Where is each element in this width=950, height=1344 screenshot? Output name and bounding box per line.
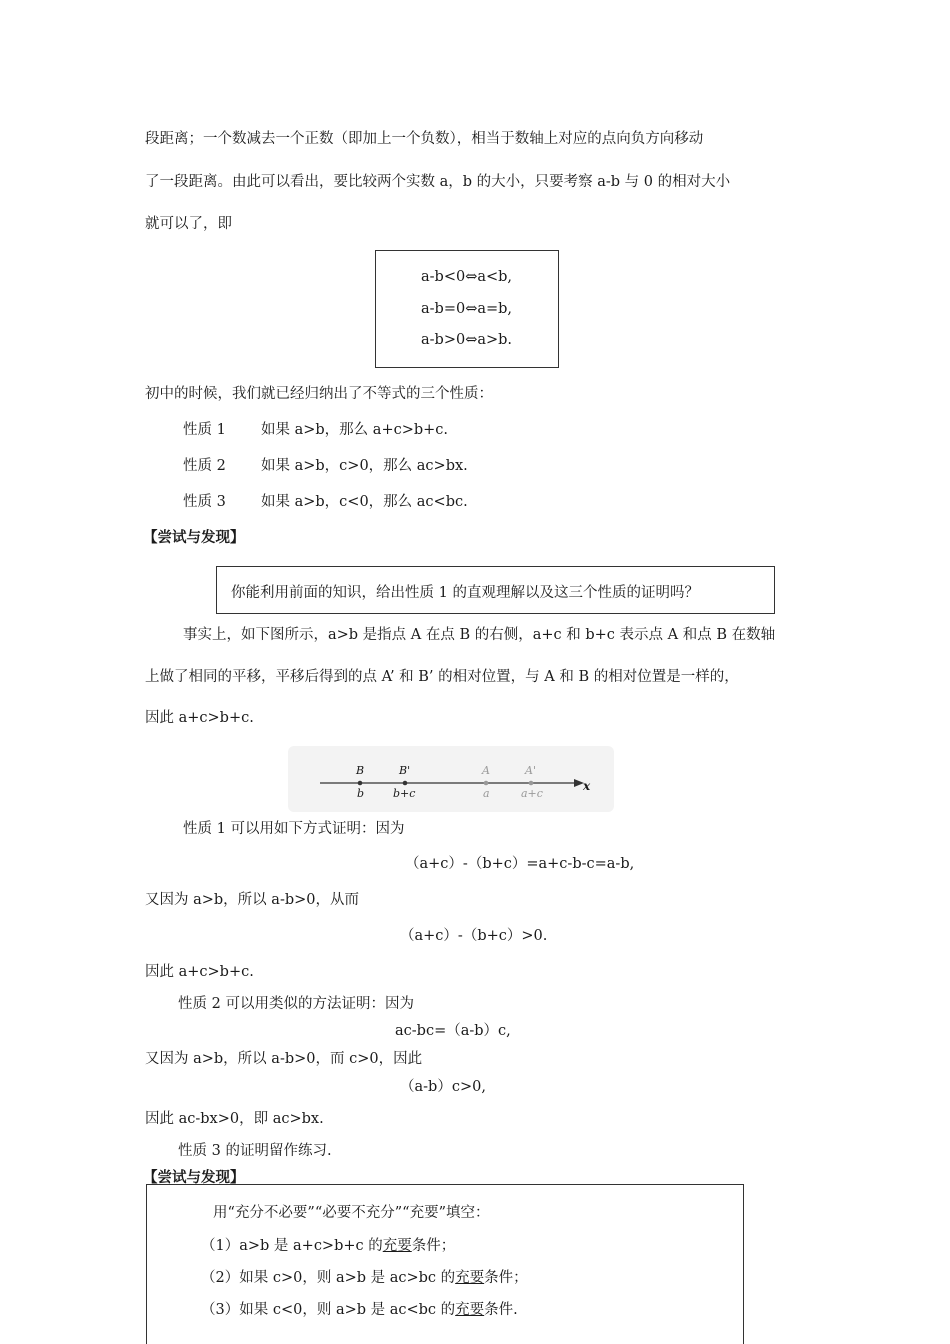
fill-item-2 <box>201 1266 528 1287</box>
point-b-dot <box>358 781 363 786</box>
property-1-text: 如果 a>b，那么 a+c>b+c. <box>261 422 449 438</box>
proof2-equation-1: ac-bc=（a-b）c, <box>395 1023 511 1039</box>
property-1-name: 性质 1 <box>183 422 226 438</box>
proof2-intro: 性质 2 可以用类似的方法证明：因为 <box>178 996 414 1012</box>
fill-item-2-suffix: 条件； <box>484 1270 528 1286</box>
fill-item-1-answer: 充要 <box>382 1238 412 1254</box>
fill-in-box <box>146 1184 744 1344</box>
proof3-note: 性质 3 的证明留作练习. <box>178 1143 332 1159</box>
proof2-equation-2: （a-b）c>0, <box>400 1079 486 1095</box>
label-a: a <box>483 787 490 800</box>
question-box <box>216 566 775 614</box>
intro-line-1: 段距离；一个数减去一个正数（即加上一个负数），相当于数轴上对应的点向负方向移动 <box>145 131 704 147</box>
property-2-text: 如果 a>b，c>0，那么 ac>bx. <box>261 458 468 474</box>
proof1-equation-1: （a+c）-（b+c）=a+c-b-c=a-b, <box>405 856 635 872</box>
label-A-prime: A' <box>525 764 536 777</box>
proof2-conclusion: 因此 ac-bx>0，即 ac>bx. <box>145 1111 324 1127</box>
point-a-prime-dot <box>529 781 534 786</box>
point-b-prime-dot <box>403 781 408 786</box>
property-3-name: 性质 3 <box>183 494 226 510</box>
property-2-name: 性质 2 <box>183 458 226 474</box>
label-B: B <box>356 764 365 777</box>
label-A: A <box>482 764 490 777</box>
property-1 <box>183 418 448 439</box>
fill-item-3-question: （3）如果 c<0，则 a>b 是 ac<bc 的 <box>201 1302 456 1318</box>
fill-item-3 <box>201 1298 518 1319</box>
fill-item-2-answer: 充要 <box>455 1270 485 1286</box>
explanation-line-3: 因此 a+c>b+c. <box>145 710 254 726</box>
equiv-line-2: a-b=0⇔a=b, <box>421 301 513 317</box>
proof1-equation-2: （a+c）-（b+c）>0. <box>400 928 548 944</box>
intro-line-2: 了一段距离。由此可以看出，要比较两个实数 a，b 的大小，只要考察 a-b 与 0 的相对大小 <box>145 174 731 190</box>
fill-item-3-suffix: 条件. <box>484 1302 518 1318</box>
fill-item-1-suffix: 条件； <box>411 1238 456 1254</box>
proof1-conclusion: 因此 a+c>b+c. <box>145 964 254 980</box>
label-a-plus-c: a+c <box>521 787 543 800</box>
property-3-text: 如果 a>b，c<0，那么 ac<bc. <box>261 494 468 510</box>
fill-item-3-answer: 充要 <box>455 1302 485 1318</box>
section-heading-1: 【尝试与发现】 <box>143 530 245 546</box>
equiv-line-3: a-b>0⇔a>b. <box>421 332 513 348</box>
properties-intro: 初中的时候，我们就已经归纳出了不等式的三个性质： <box>145 386 493 402</box>
fill-instruction: 用“充分不必要”“必要不充分”“充要”填空： <box>213 1205 490 1221</box>
number-line-figure <box>288 746 614 812</box>
section-heading-2: 【尝试与发现】 <box>143 1170 245 1186</box>
fill-item-1-question: （1）a>b 是 a+c>b+c 的 <box>201 1238 383 1254</box>
property-2 <box>183 454 468 475</box>
intro-line-3: 就可以了，即 <box>145 216 232 232</box>
number-line-svg <box>288 746 614 812</box>
label-b: b <box>357 787 365 800</box>
label-b-plus-c: b+c <box>393 787 416 800</box>
equiv-line-1: a-b<0⇔a<b, <box>421 269 513 285</box>
proof2-since: 又因为 a>b，所以 a-b>0，而 c>0，因此 <box>145 1051 423 1067</box>
property-3 <box>183 490 468 511</box>
equivalence-box <box>375 250 559 368</box>
explanation-line-2: 上做了相同的平移，平移后得到的点 A’ 和 B’ 的相对位置，与 A 和 B 的相对位置是一样的， <box>145 669 739 685</box>
question-text: 你能利用前面的知识，给出性质 1 的直观理解以及这三个性质的证明吗？ <box>231 585 699 601</box>
explanation-line-1: 事实上，如下图所示，a>b 是指点 A 在点 B 的右侧，a+c 和 b+c 表示点 A 和点 B 在数轴 <box>183 627 776 643</box>
proof1-since: 又因为 a>b，所以 a-b>0，从而 <box>145 892 359 908</box>
label-x: x <box>583 779 591 793</box>
point-a-dot <box>484 781 489 786</box>
label-B-prime: B' <box>399 764 411 777</box>
fill-item-1 <box>201 1234 455 1255</box>
proof1-intro: 性质 1 可以用如下方式证明：因为 <box>183 821 405 837</box>
fill-item-2-question: （2）如果 c>0，则 a>b 是 ac>bc 的 <box>201 1270 456 1286</box>
